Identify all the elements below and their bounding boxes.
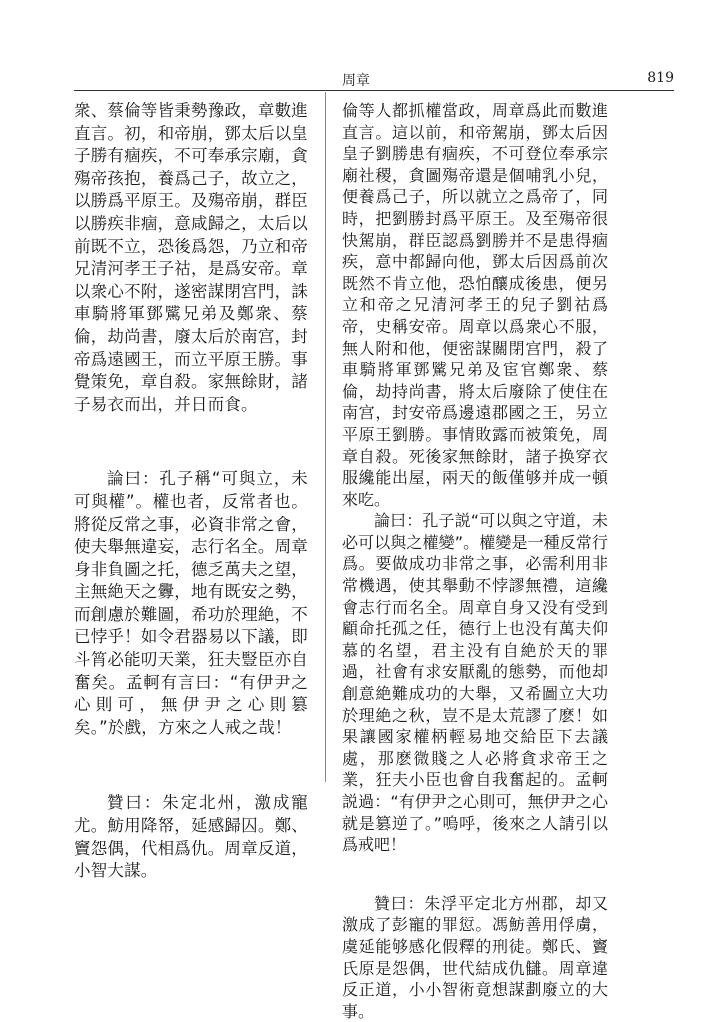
page-header	[74, 68, 674, 90]
translation-paragraph: 倫等人都抓權當政，周章爲此而數進直言。這以前，和帝駕崩，鄧太后因皇子劉勝患有痼疾，不可登位奉承宗廟社稷，貪圖殤帝還是個哺乳小兒，便養爲己子，所以就立之爲帝了，同時，把劉勝封爲平原王。及至殤帝很快駕崩，群臣認爲劉勝并不是患得痼疾，意中都歸向他，鄧太后因爲前次既然不肯立他，恐怕釀成後患，便另立和帝之兄清河孝王的兒子劉祜爲帝，史稱安帝。周章以爲衆心不服，無人附和他，便密謀關閉宫門，殺了車騎將軍鄧騭兄弟及宦官鄭衆、蔡倫，劫持尚書，將太后廢除了使住在南宫，封安帝爲邊遠郡國之王，另立平原王劉勝。事情敗露而被策免，周章自殺。死後家無餘財，諸子换穿衣服纔能出屋，兩天的飯僅够并成一頓來吃。	[342, 101, 608, 509]
original-eulogy: 贊曰：朱定北州，激成寵尤。魴用降帑，延感歸囚。鄭、竇怨偶，代相爲仇。周章反道，小智大謀。	[74, 793, 308, 881]
translation-eulogy: 贊曰：朱浮平定北方州郡，却又激成了彭寵的罪愆。馮魴善用俘虜，虞延能够感化假釋的刑徒。鄭氏、竇氏原是怨偶，世代結成仇讎。周章違反正道，小小智術竟想謀劃廢立的大事。	[342, 893, 608, 1021]
running-title: 周章	[342, 73, 370, 89]
original-commentary: 論曰：孔子稱“可與立，未可與權”。權也者，反常者也。將從反常之事，必資非常之會，使夫舉無違妄，志行名全。周章身非負圖之托，德乏萬夫之望，主無絶天之釁，地有既安之勢，而創慮於難圖，希功於理絶，不已悖乎！如令君器易以下議，即斗筲必能叨天業，狂夫豎臣亦自奮矣。孟軻有言曰：“有伊尹之心則可，無伊尹之心則篡矣。”於戲，方來之人戒之哉！	[74, 469, 308, 737]
translation-commentary: 論曰：孔子説“可以與之守道，未必可以與之權變”。權變是一種反常行爲。要做成功非常之事，必需利用非常機遇，使其舉動不悖謬無禮，這纔會志行而名全。周章自身又没有受到顧命托孤之任，德行上也没有萬夫仰慕的名望，君主没有自絶於天的罪過，社會有求安厭亂的態勢，而他却創意絶難成功的大舉，又希圖立大功於理絶之秋，豈不是太荒謬了麽！如果讓國家權柄輕易地交給臣下去議處，那麽微賤之人必將貪求帝王之業，狂夫小臣也會自我奮起的。孟軻説過：“有伊尹之心則可，無伊尹之心就是篡逆了。”嗚呼，後來之人請引以爲戒吧！	[342, 511, 608, 855]
page-number: 819	[647, 70, 674, 86]
original-paragraph: 衆、蔡倫等皆秉勢豫政，章數進直言。初，和帝崩，鄧太后以皇子勝有痼疾，不可奉承宗廟，貪殤帝孩抱，養爲己子，故立之，以勝爲平原王。及殤帝崩，群臣以勝疾非痼，意咸歸之，太后以前既不立，恐後爲怨，乃立和帝兄清河孝王子祜，是爲安帝。章以衆心不附，遂密謀閉宫門，誅車騎將軍鄧騭兄弟及鄭衆、蔡倫，劫尚書，廢太后於南宫，封帝爲遠國王，而立平原王勝。事覺策免，章自殺。家無餘財，諸子易衣而出，并日而食。	[74, 101, 308, 414]
original-text-column	[74, 100, 308, 883]
header-rule	[74, 90, 674, 91]
translation-column	[342, 100, 608, 1022]
column-divider	[325, 92, 326, 782]
